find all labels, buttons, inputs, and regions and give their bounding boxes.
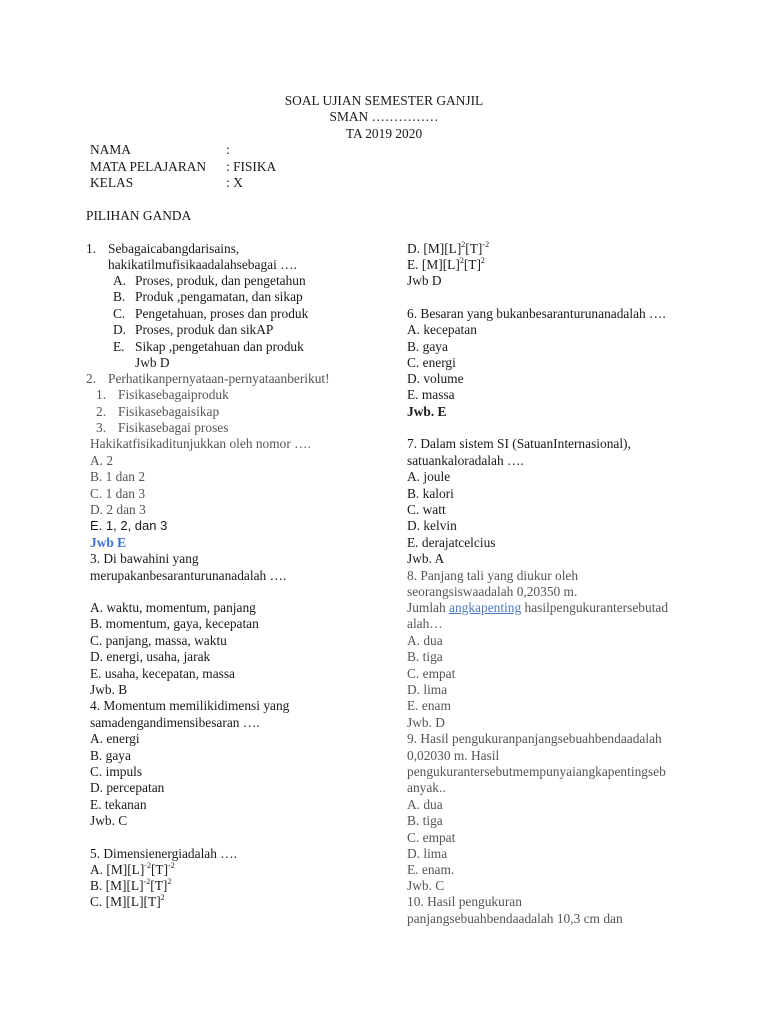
q2-option: E. 1, 2, dan 3	[90, 518, 168, 533]
q9-option: E. enam.	[407, 862, 455, 877]
q9-answer: Jwb. C	[407, 878, 445, 893]
q2-answer: Jwb E	[90, 535, 127, 550]
q8-option: C. empat	[407, 666, 456, 681]
q3-option: E. usaha, kecepatan, massa	[90, 666, 236, 681]
q7-option: E. derajatcelcius	[407, 535, 496, 550]
q9-text-line1: 9. Hasil pengukuranpanjangsebuahbendaadalah	[407, 731, 662, 746]
q10-text-line1: 10. Hasil pengukuran	[407, 894, 522, 909]
q4-option: C. impuls	[90, 764, 143, 779]
q4-text-line1: 4. Momentum memilikidimensi yang	[90, 698, 290, 713]
q3-text-line1: 3. Di bawahini yang	[90, 551, 199, 566]
q7-text-line2: satuankaloradalah ….	[407, 453, 524, 468]
q1-option-letter: E.	[113, 339, 125, 354]
q1-number: 1.	[86, 241, 97, 256]
q4-option: A. energi	[90, 731, 140, 746]
q1-option-text: Sikap ,pengetahuan dan produk	[135, 339, 304, 354]
q8-text-line1: 8. Panjang tali yang diukur oleh	[407, 568, 579, 583]
q2-item-text: Fisikasebagaiproduk	[118, 387, 229, 402]
q9-option: D. lima	[407, 846, 448, 861]
q6-answer: Jwb. E	[407, 404, 447, 419]
q9-text-line4: anyak..	[407, 780, 446, 795]
q5-text: 5. Dimensienergiadalah ….	[90, 846, 238, 861]
q2-option: A. 2	[90, 453, 114, 468]
q9-option: A. dua	[407, 797, 443, 812]
q5-option-b: B. $[M][L]^{-2}[T]^2$	[90, 876, 172, 893]
q2-item-number: 3.	[96, 420, 107, 435]
q8-option: E. enam	[407, 698, 451, 713]
q1-option-text: Pengetahuan, proses dan produk	[135, 306, 309, 321]
q5-option-e: E. $[M][L]^2[T]^2$	[407, 255, 485, 272]
q5-answer: Jwb D	[407, 273, 442, 288]
q2-number: 2.	[86, 371, 97, 386]
identity-label-nama: NAMA	[90, 142, 131, 157]
q3-answer: Jwb. B	[90, 682, 128, 697]
q8-text-line2: seorangsiswaadalah 0,20350 m.	[407, 584, 578, 599]
q2-item-number: 1.	[96, 387, 107, 402]
q1-option-letter: A.	[113, 273, 127, 288]
q2-option: C. 1 dan 3	[90, 486, 146, 501]
q8-text-line4: alah…	[407, 616, 443, 631]
q1-text-line2: hakikatilmufisikaadalahsebagai ….	[108, 257, 297, 272]
q3-text-line2: merupakanbesaranturunanadalah ….	[90, 568, 287, 583]
doc-title: SOAL UJIAN SEMESTER GANJIL	[284, 93, 484, 108]
q5-option-c: C. $[M][L][T]^2$	[90, 892, 165, 909]
q1-option-text: Proses, produk, dan pengetahun	[135, 273, 306, 288]
q10-text-line2: panjangsebuahbendaadalah 10,3 cm dan	[407, 911, 623, 926]
q1-text-line1: Sebagaicabangdarisains,	[108, 241, 240, 256]
q3-option: D. energi, usaha, jarak	[90, 649, 211, 664]
q1-option-letter: C.	[113, 306, 126, 321]
identity-label-mapel: MATA PELAJARAN	[90, 159, 207, 174]
q3-option: C. panjang, massa, waktu	[90, 633, 227, 648]
q3-option: A. waktu, momentum, panjang	[90, 600, 256, 615]
q4-answer: Jwb. C	[90, 813, 128, 828]
q9-option: C. empat	[407, 830, 456, 845]
q8-option: A. dua	[407, 633, 443, 648]
q6-option: D. volume	[407, 371, 464, 386]
q3-option: B. momentum, gaya, kecepatan	[90, 616, 259, 631]
q9-text-line3: pengukurantersebutmempunyaiangkapentingseb	[407, 764, 666, 779]
section-title: PILIHAN GANDA	[86, 208, 192, 223]
q6-text: 6. Besaran yang bukanbesaranturunanadalah ….	[407, 306, 666, 321]
q2-option: D. 2 dan 3	[90, 502, 146, 517]
angkapenting-link[interactable]: angkapenting	[449, 600, 522, 615]
q2-item-text: Fisikasebagai proses	[118, 420, 229, 435]
q1-option-text: Produk ,pengamatan, dan sikap	[135, 289, 303, 304]
identity-value-nama: :	[226, 142, 230, 157]
q1-option-letter: B.	[113, 289, 126, 304]
q6-option: B. gaya	[407, 339, 448, 354]
q6-option: A. kecepatan	[407, 322, 477, 337]
identity-value-mapel: : FISIKA	[226, 159, 277, 174]
identity-label-kelas: KELAS	[90, 175, 134, 190]
q5-option-a: A. $[M][L]^{-2}[T]^{-2}$	[90, 860, 175, 877]
q7-option: C. watt	[407, 502, 446, 517]
q1-option-letter: D.	[113, 322, 127, 337]
q7-answer: Jwb. A	[407, 551, 445, 566]
q4-option: E. tekanan	[90, 797, 147, 812]
q5-option-d: D. $[M][L]^2[T]^{-2}$	[407, 239, 490, 256]
q7-option: D. kelvin	[407, 518, 457, 533]
q9-text-line2: 0,02030 m. Hasil	[407, 748, 500, 763]
q6-option: C. energi	[407, 355, 456, 370]
q2-text: Perhatikanpernyataan-pernyataanberikut!	[108, 371, 330, 386]
year-line: TA 2019 2020	[345, 126, 423, 141]
q1-option-text: Proses, produk dan sikAP	[135, 322, 274, 337]
q2-option: B. 1 dan 2	[90, 469, 146, 484]
q6-option: E. massa	[407, 387, 455, 402]
school-line: SMAN ……………	[329, 109, 439, 124]
q2-item-text: Fisikasebagaisikap	[118, 404, 220, 419]
q8-text-line3: Jumlah angkapenting hasilpengukurantersebutad	[407, 600, 669, 615]
q4-text-line2: samadengandimensibesaran ….	[90, 715, 260, 730]
q8-option: D. lima	[407, 682, 448, 697]
q2-item-number: 2.	[96, 404, 107, 419]
q8-answer: Jwb. D	[407, 715, 445, 730]
q7-option: A. joule	[407, 469, 451, 484]
q1-answer: Jwb D	[135, 355, 170, 370]
q7-option: B. kalori	[407, 486, 454, 501]
q4-option: D. percepatan	[90, 780, 165, 795]
q7-text-line1: 7. Dalam sistem SI (SatuanInternasional),	[407, 436, 631, 451]
q8-option: B. tiga	[407, 649, 443, 664]
identity-value-kelas: : X	[226, 175, 243, 190]
q4-option: B. gaya	[90, 748, 131, 763]
q9-option: B. tiga	[407, 813, 443, 828]
q2-question: Hakikatfisikaditunjukkan oleh nomor ….	[90, 436, 311, 451]
